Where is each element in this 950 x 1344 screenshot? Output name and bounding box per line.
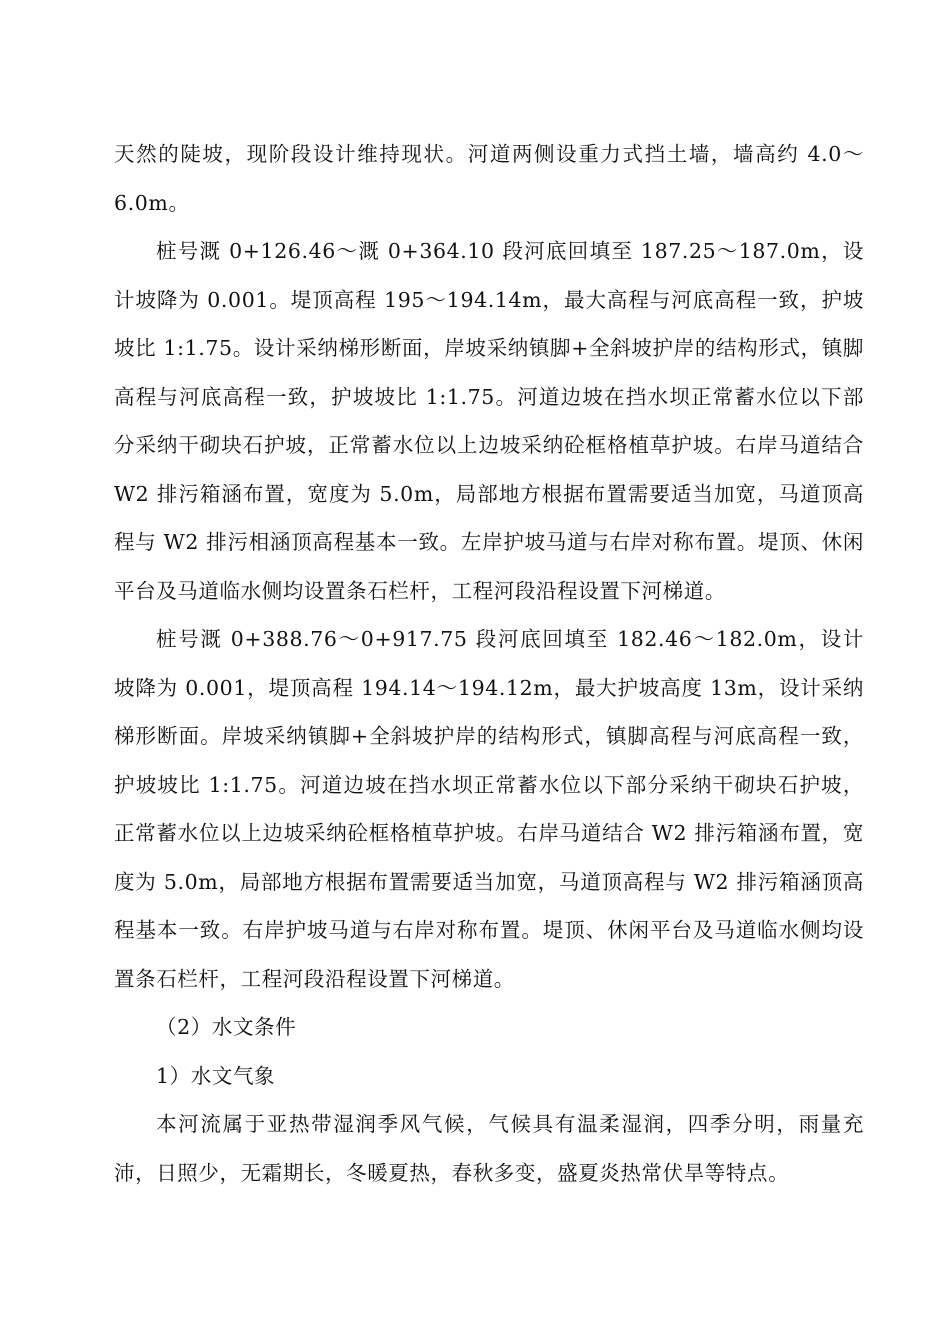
paragraph-retaining-wall: 天然的陡坡，现阶段设计维持现状。河道两侧设重力式挡土墙，墙高约 4.0～6.0m。 [114,142,864,215]
heading-hydro-meteorology: 1）水文气象 [156,1063,276,1088]
document-body [114,130,864,1197]
paragraph-section-388-917: 桩号溉 0+388.76～0+917.75 段河底回填至 182.46～182.0m，设计坡降为 0.001，堤顶高程 194.14～194.12m，最大护坡高度 13m，设计采纳梯形断面。岸坡采纳镇脚+全斜坡护岸的结构形式，镇脚高程与河底高程一致，护坡坡比 1:1.75。河道边坡在挡水坝正常蓄水位以下部分采纳干砌块石护坡，正常蓄水位以上边坡采纳砼框格植草护坡。右岸马道结合 W2 排污箱涵布置，宽度为 5.0m，局部地方根据布置需要适当加宽，马道顶高程与 W2 排污箱涵顶高程基本一致。右岸护坡马道与右岸对称布置。堤顶、休闲平台及马道临水侧均设置条石栏杆，工程河段沿程设置下河梯道。 [114,627,864,991]
paragraph-section-126-364: 桩号溉 0+126.46～溉 0+364.10 段河底回填至 187.25～187.0m，设计坡降为 0.001。堤顶高程 195～194.14m，最大高程与河底高程一致，护坡坡比 1:1.75。设计采纳梯形断面，岸坡采纳镇脚+全斜坡护岸的结构形式，镇脚高程与河底高程一致，护坡坡比 1:1.75。河道边坡在挡水坝正常蓄水位以下部分采纳干砌块石护坡，正常蓄水位以上边坡采纳砼框格植草护坡。右岸马道结合 W2 排污箱涵布置，宽度为 5.0m，局部地方根据布置需要适当加宽，马道顶高程与 W2 排污相涵顶高程基本一致。左岸护坡马道与右岸对称布置。堤顶、休闲平台及马道临水侧均设置条石栏杆，工程河段沿程设置下河梯道。 [114,239,864,603]
paragraph-climate: 本河流属于亚热带湿润季风气候，气候具有温柔湿润，四季分明，雨量充沛，日照少，无霜期长，冬暖夏热，春秋多变，盛夏炎热常伏旱等特点。 [114,1112,864,1185]
heading-hydrology-conditions: （2）水文条件 [156,1015,297,1039]
